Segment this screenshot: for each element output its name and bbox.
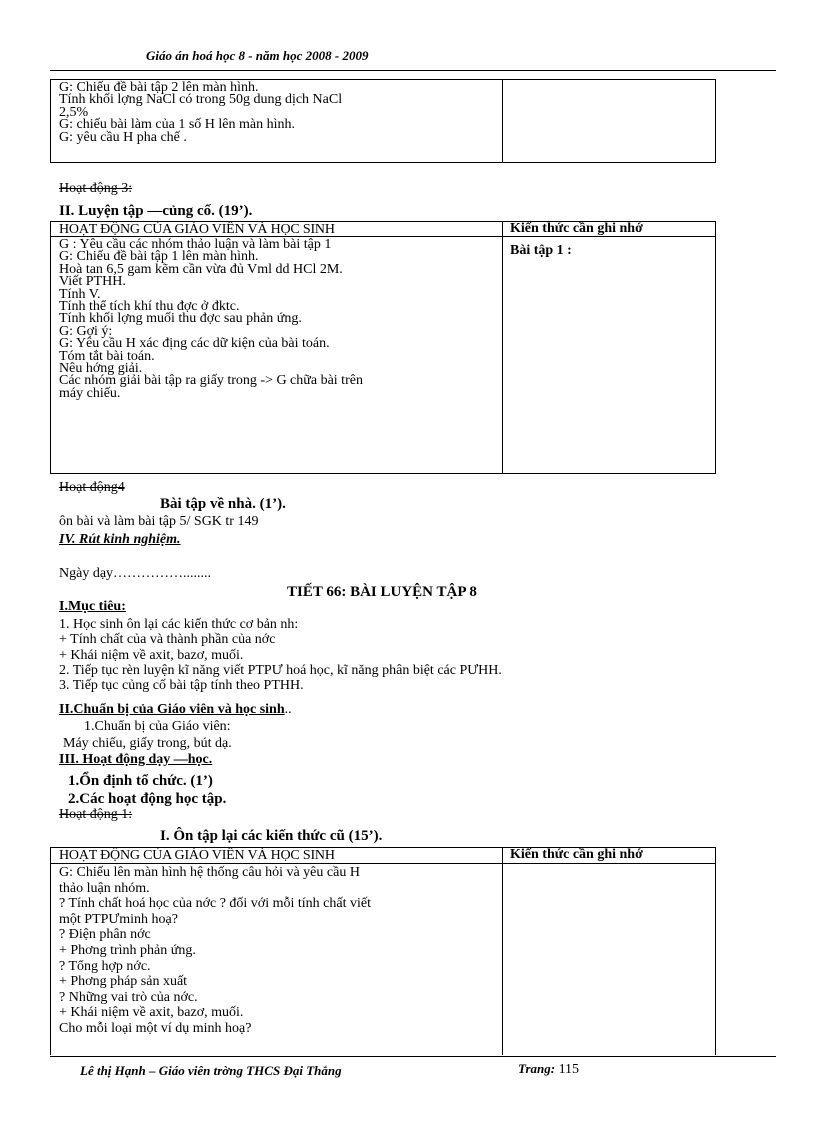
prep-heading: II.Chuẩn bị của Giáo viên và học sinh <box>59 702 285 717</box>
table-row: Cho mỗi loại một ví dụ minh hoạ? <box>59 1020 252 1036</box>
table-row: G: chiếu bài làm của 1 số H lên màn hình. <box>59 117 295 133</box>
table-row: G: Gợi ý: <box>59 323 113 339</box>
table-row: máy chiếu. <box>59 385 121 401</box>
table-2-left-cell <box>59 239 363 400</box>
list-item: 1. Học sinh ôn lại các kiến thức cơ bản nh: <box>59 617 299 632</box>
table-row: Nêu hớng giải. <box>59 361 143 377</box>
prep-subheading: 1.Chuẩn bị của Giáo viên: <box>84 719 231 734</box>
table-3-divider <box>502 847 503 1055</box>
section-2-title: II. Luyện tập —củng cố. (19’). <box>59 203 253 219</box>
table-row: một PTPƯminh hoạ? <box>59 911 178 927</box>
review-title: I. Ôn tập lại các kiến thức cũ (15’). <box>160 828 383 844</box>
table-row: ? Tổng hợp nớc. <box>59 958 151 974</box>
table-row: ? Điện phân nớc <box>59 927 151 943</box>
table-row: Các nhóm giải bài tập ra giấy trong -> G chữa bài trên <box>59 373 363 389</box>
activity-3-label: Hoạt động 3: <box>59 181 133 196</box>
homework-text: ôn bài và làm bài tập 5/ SGK tr 149 <box>59 514 259 529</box>
footer-page <box>518 1061 579 1078</box>
table-row: + Phơng pháp sản xuất <box>59 974 188 990</box>
objectives-heading: I.Mục tiêu: <box>59 599 126 614</box>
table-row: Tính khối lợng muối thu đợc sau phản ứng. <box>59 311 302 327</box>
prep-items: Máy chiếu, giấy trong, bút dạ. <box>63 736 232 751</box>
table-row: G: Chiếu đề bài tập 1 lên màn hình. <box>59 249 259 265</box>
prep-heading-tail: .. <box>284 702 292 717</box>
table-3-header-left: HOẠT ĐỘNG CỦA GIÁO VIÊN VÀ HỌC SINH <box>59 848 335 863</box>
list-item: + Khái niệm về axit, bazơ, muối. <box>59 647 244 663</box>
table-row: + Khái niệm về axit, bazơ, muối. <box>59 1005 244 1021</box>
table-row: ? Tính chất hoá học của nớc ? đối với mỗi tính chất viết <box>59 896 371 912</box>
homework-title: Bài tập về nhà. (1’). <box>160 496 286 512</box>
table-row: G : Yêu cầu các nhóm thảo luận và làm bài tập 1 <box>59 237 332 252</box>
table-2-header-left: HOẠT ĐỘNG CỦA GIÁO VIÊN VÀ HỌC SINH <box>59 222 335 237</box>
table-row: Hoà tan 6,5 gam kẽm cần vừa đủ Vml dd HCl 2M. <box>59 261 343 277</box>
list-item: + Tính chất của và thành phần của nớc <box>59 632 276 648</box>
activity-4-label: Hoạt động4 <box>59 480 125 495</box>
table-row: G: Chiếu lên màn hình hệ thống câu hỏi và yêu cầu H <box>59 865 360 880</box>
page-header: Giáo án hoá học 8 - năm học 2008 - 2009 <box>146 48 369 63</box>
table-row: Tính V. <box>59 286 101 302</box>
step-2: 2.Các hoạt động học tập. <box>68 791 227 807</box>
step-1: 1.Ổn định tổ chức. (1’) <box>68 773 213 789</box>
experience-heading: IV. Rút kinh nghiệm. <box>59 532 181 547</box>
table-row: G: Yêu cầu H xác địng các dữ kiện của bài toán. <box>59 336 330 352</box>
list-item: 2. Tiếp tục rèn luyện kĩ năng viết PTPƯ hoá học, kĩ năng phân biệt các PƯHH. <box>59 662 502 678</box>
footer-author: Lê thị Hạnh – Giáo viên trờng THCS Đại Thắng <box>80 1063 342 1078</box>
table-row: Tính thể tích khí thu đợc ở đktc. <box>59 299 240 315</box>
table-row: + Phơng trình phản ứng. <box>59 942 196 958</box>
table-3-header-right: Kiến thức cần ghi nhớ <box>510 847 643 862</box>
activity-1-label: Hoạt động 1: <box>59 807 133 822</box>
table-row: 2,5% <box>59 104 89 120</box>
footer-rule <box>50 1056 776 1057</box>
table-2-divider <box>502 221 503 474</box>
exercise-1-label: Bài tập 1 : <box>510 243 572 258</box>
table-row: ? Những vai trò của nớc. <box>59 989 198 1005</box>
table-row: Tính khối lợng NaCl có trong 50g dung dịch NaCl <box>59 92 343 108</box>
table-1-divider <box>502 79 503 163</box>
table-row: G: Chiếu đề bài tập 2 lên màn hình. <box>59 80 259 95</box>
page-number: 115 <box>558 1062 580 1077</box>
footer-page-label: Trang: <box>518 1061 556 1076</box>
table-row: Viết PTHH. <box>59 274 126 290</box>
table-row: Tóm tắt bài toán. <box>59 348 155 364</box>
table-row: thảo luận nhóm. <box>59 880 150 896</box>
teaching-date: Ngày dạy……………........ <box>59 566 212 581</box>
header-rule <box>50 70 776 71</box>
table-3-left-cell <box>59 865 371 1037</box>
list-item: 3. Tiếp tục củng cố bài tập tính theo PTHH. <box>59 678 304 694</box>
teaching-heading: III. Hoạt động dạy —học. <box>59 752 213 767</box>
lesson-title: TIẾT 66: BÀI LUYỆN TẬP 8 <box>287 584 477 600</box>
prep-heading-line <box>59 703 292 717</box>
table-row: G: yêu cầu H pha chế . <box>59 129 187 145</box>
objectives-list <box>59 617 502 693</box>
table-1-left-cell <box>59 82 342 144</box>
table-2-header-right: Kiến thức cần ghi nhớ <box>510 221 643 236</box>
